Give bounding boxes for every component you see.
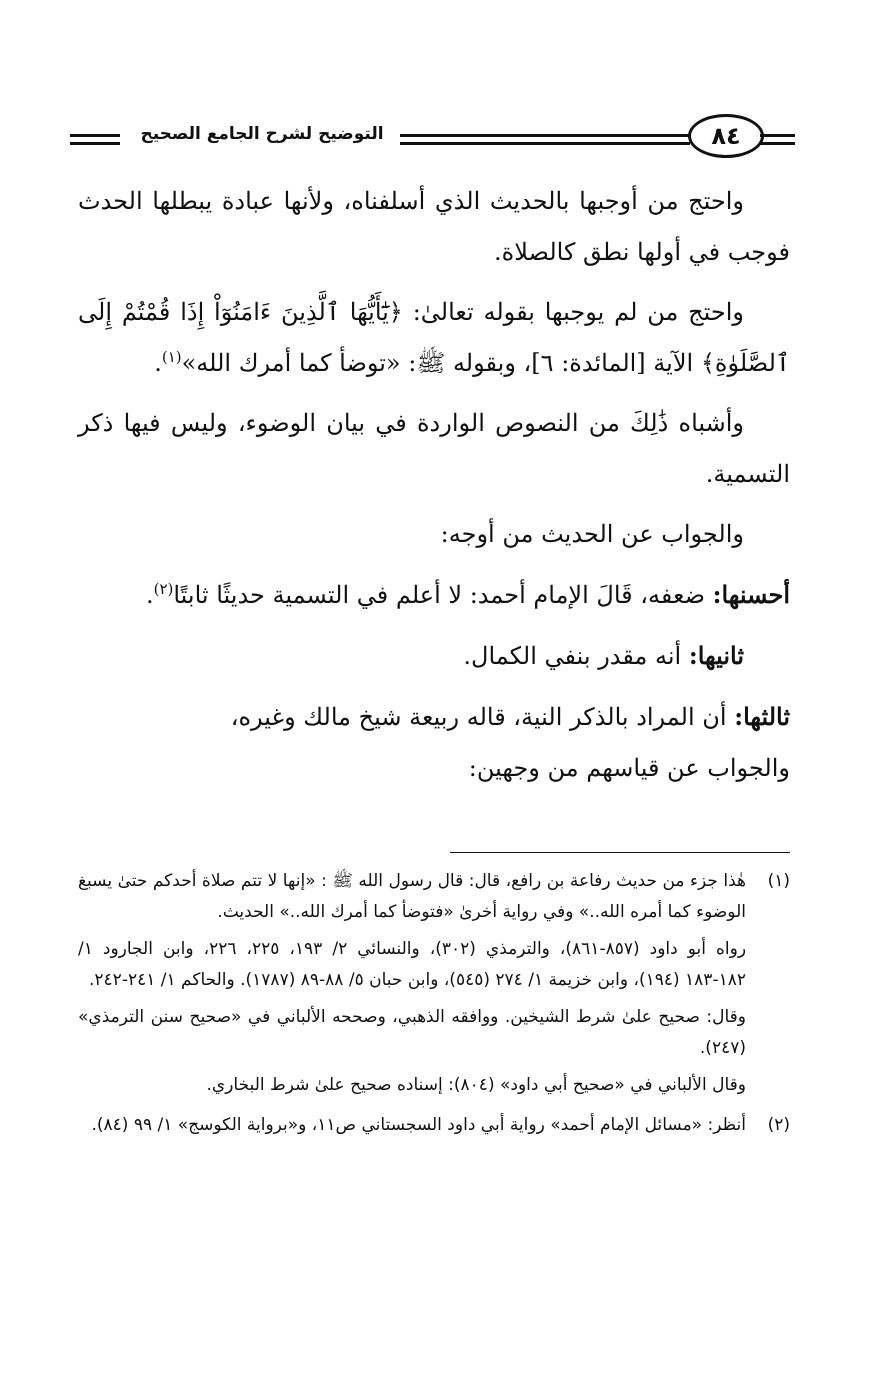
footnote-1-text-a: هٰذا جزء من حديث رفاعة بن رافع، قال: قال رسول الله ﷺ : «إنها لا تتم صلاة أحدكم حتىٰ يسبغ الوضوء كما أمره الله..» وفي رواية أخرىٰ «فتوضأ كما أمرك الله..» الحديث. — [78, 871, 746, 922]
paragraph-2-text: واحتج من لم يوجبها بقوله تعالىٰ: ﴿يَٰٓأَيُّهَا ٱلَّذِينَ ءَامَنُوٓاْ إِذَا قُمْتُمْ إِلَى ٱلصَّلَوٰةِ﴾ الآية [المائدة: ٦]، وبقوله ﷺ: «توضأ كما أمرك الله» — [78, 298, 790, 377]
footnote-1-text-d: وقال الألباني في «صحيح أبي داود» (٨٠٤): إسناده صحيح علىٰ شرط البخاري. — [206, 1075, 746, 1095]
footnotes — [78, 866, 790, 1150]
paragraph-3: وأشباه ذَٰلِكَ من النصوص الواردة في بيان الوضوء، وليس فيها ذكر التسمية. — [78, 409, 790, 488]
paragraph-6-lead: ثانيها: — [688, 641, 744, 670]
header-rule — [400, 134, 690, 137]
page-number-badge — [688, 114, 764, 158]
header-rule — [70, 142, 120, 145]
paragraph-2 — [78, 287, 790, 389]
footnote-2-number: (٢) — [767, 1115, 790, 1135]
paragraph-2-end: . — [154, 349, 162, 377]
paragraph-8: والجواب عن قياسهم من وجهين: — [468, 754, 790, 782]
footnote-separator — [450, 852, 790, 853]
running-header — [70, 112, 795, 162]
footnote-1-number: (١) — [767, 871, 790, 891]
paragraph-5-end: . — [145, 581, 154, 609]
running-title: التوضيح لشرح الجامع الصحيح — [140, 124, 384, 144]
header-rule — [760, 134, 795, 137]
paragraph-7-lead: ثالثها: — [734, 702, 790, 731]
footnote-1-text-b: رواه أبو داود (٨٥٧-٨٦١)، والترمذي (٣٠٢)، والنسائي ٢/ ١٩٣، ٢٢٥، ٢٢٦، وابن الجارود ١/ ١٨٢-١٨٣ (١٩٤)، وابن خزيمة ١/ ٢٧٤ (٥٤٥)، وابن حبان ٥/ ٨٨-٨٩ (١٧٨٧). والحاكم ١/ ٢٤١-٢٤٢. — [78, 939, 747, 990]
footnote-2-text: أنظر: «مسائل الإمام أحمد» رواية أبي داود السجستاني ص١١، و«برواية الكوسج» ١/ ٩٩ (٨٤). — [91, 1115, 746, 1135]
footnote-2 — [78, 1110, 790, 1141]
page-number: ٨٤ — [711, 122, 741, 150]
paragraph-1: واحتج من أوجبها بالحديث الذي أسلفناه، ولأنها عبادة يبطلها الحدث فوجب في أولها نطق كالصلاة. — [78, 187, 790, 266]
footnote-1-text-c: وقال: صحيح علىٰ شرط الشيخين. ووافقه الذهبي، وصححه الألباني في «صحيح سنن الترمذي» (٢٤٧). — [78, 1007, 746, 1058]
paragraph-5 — [78, 569, 790, 621]
header-rule — [70, 134, 120, 137]
footnote-1 — [78, 866, 790, 1101]
paragraph-4: والجواب عن الحديث من أوجه: — [440, 520, 744, 548]
paragraph-7-text: أن المراد بالذكر النية، قاله ربيعة شيخ مالك وغيره، — [230, 703, 735, 731]
header-rule — [760, 142, 795, 145]
paragraph-5-text: ضعفه، قَالَ الإمام أحمد: لا أعلم في التسمية حديثًا ثابتًا — [173, 581, 713, 609]
paragraph-6-text: أنه مقدر بنفي الكمال. — [463, 642, 689, 670]
main-text — [78, 176, 790, 803]
paragraph-7 — [78, 691, 790, 743]
paragraph-5-lead: أحسنها: — [712, 580, 790, 609]
header-rule — [400, 142, 690, 145]
paragraph-6 — [78, 630, 790, 682]
footnote-ref-1: (١) — [161, 348, 182, 366]
footnote-ref-2: (٢) — [153, 580, 174, 598]
